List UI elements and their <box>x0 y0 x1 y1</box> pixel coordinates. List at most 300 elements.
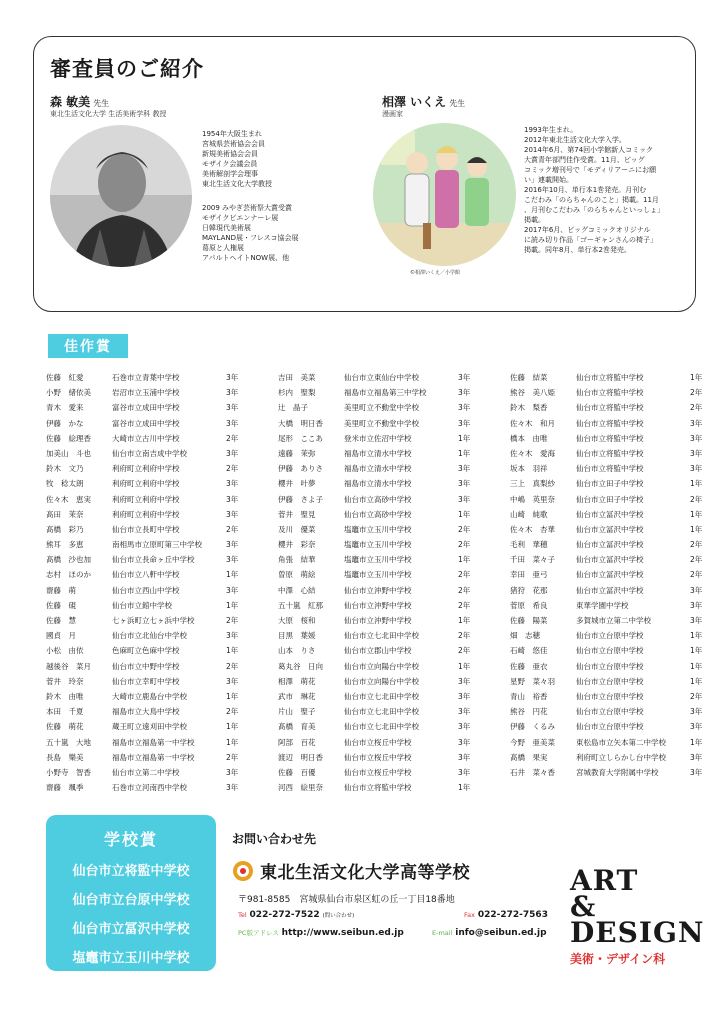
winner-school: 仙台市立将監中学校 <box>576 433 644 443</box>
winner-school: 仙台市立七北田中学校 <box>344 722 419 732</box>
winner-row <box>46 706 246 721</box>
winner-school: 仙台市立第二中学校 <box>112 767 180 777</box>
winner-grade: 1年 <box>226 737 239 747</box>
winner-name: 伊藤 かな <box>46 418 84 428</box>
winner-row <box>510 387 710 402</box>
winner-row <box>278 463 478 478</box>
winner-grade: 2年 <box>458 570 471 580</box>
winner-grade: 3年 <box>458 418 471 428</box>
contact-section <box>232 830 552 938</box>
winner-row <box>510 509 710 524</box>
winner-school: 福島市立大鳥中学校 <box>112 707 180 717</box>
winner-name: 尾形 ここあ <box>278 433 323 443</box>
winner-name: 髙橋 彩乃 <box>46 524 84 534</box>
winner-school: 仙台市立台原中学校 <box>576 722 644 732</box>
winner-row <box>510 585 710 600</box>
winner-school: 福島市立福島第一中学校 <box>112 737 195 747</box>
winner-grade: 3年 <box>226 403 239 413</box>
winner-name: 伊藤 さよ子 <box>278 494 323 504</box>
winner-grade: 2年 <box>690 494 703 504</box>
winner-grade: 1年 <box>226 691 239 701</box>
winner-school: 大崎市立鹿島台中学校 <box>112 691 187 701</box>
winner-grade: 3年 <box>690 433 703 443</box>
winner-school: 仙台市立沖野中学校 <box>344 600 412 610</box>
panel-title: 審査員のご紹介 <box>50 57 204 81</box>
winner-row <box>46 782 246 797</box>
winner-row <box>510 630 710 645</box>
winner-grade: 3年 <box>690 752 703 762</box>
winner-row <box>278 418 478 433</box>
judge1-photo <box>50 125 192 267</box>
winner-row <box>510 691 710 706</box>
winner-row <box>510 539 710 554</box>
winner-school: 仙台市立高砂中学校 <box>344 509 412 519</box>
email-link[interactable]: info@seibun.ed.jp <box>455 928 547 938</box>
winner-name: 齋藤 颯季 <box>46 783 84 793</box>
judges-panel <box>33 36 696 312</box>
winner-name: 佐々木 愛海 <box>510 448 555 458</box>
winner-grade: 2年 <box>226 707 239 717</box>
winner-grade: 2年 <box>226 616 239 625</box>
winner-school: 利府町立利府中学校 <box>112 509 180 519</box>
winner-row <box>278 585 478 600</box>
winner-name: 佐々木 恵実 <box>46 494 91 504</box>
winner-row <box>46 569 246 584</box>
winner-grade: 2年 <box>690 691 703 701</box>
winner-grade: 3年 <box>690 600 703 610</box>
winner-row <box>46 767 246 782</box>
winner-school: 仙台市立桜丘中学校 <box>344 767 412 777</box>
winner-school: 仙台市立七北田中学校 <box>344 691 419 701</box>
winner-school: 七ヶ浜町立七ヶ浜中学校 <box>112 616 195 625</box>
judge2-credit: ©相澤いくえ／小学館 <box>410 270 461 276</box>
winner-row <box>278 782 478 797</box>
winner-grade: 1年 <box>226 722 239 732</box>
winner-grade: 3年 <box>226 448 239 458</box>
winner-grade: 3年 <box>226 509 239 519</box>
winner-grade: 3年 <box>690 464 703 474</box>
winner-grade: 3年 <box>458 373 471 382</box>
winner-school: 仙台市立将監中学校 <box>576 373 644 382</box>
winner-name: 牧 稔太朗 <box>46 479 84 489</box>
winner-row <box>46 539 246 554</box>
winner-school: 利府町立利府中学校 <box>112 464 180 474</box>
winner-grade: 3年 <box>458 494 471 504</box>
winner-grade: 3年 <box>690 448 703 458</box>
winner-name: 佐藤 絵理香 <box>46 433 91 443</box>
winner-school: 福島市立清水中学校 <box>344 448 412 458</box>
winner-row <box>278 387 478 402</box>
winner-grade: 1年 <box>458 433 471 443</box>
winner-grade: 3年 <box>458 403 471 413</box>
winner-row <box>510 463 710 478</box>
winner-name: 葛丸谷 日向 <box>278 661 323 671</box>
winner-grade: 2年 <box>226 464 239 474</box>
winner-name: 五十嵐 大地 <box>46 737 91 747</box>
winner-grade: 2年 <box>690 388 703 398</box>
winner-name: 櫻井 叶夢 <box>278 479 316 489</box>
winner-name: 星野 菜々羽 <box>510 676 555 686</box>
winner-school: 仙台市立沖野中学校 <box>344 616 412 625</box>
winner-name: 坂本 羽祥 <box>510 464 548 474</box>
winner-row <box>510 600 710 615</box>
winner-name: 山本 りさ <box>278 646 316 656</box>
winner-row <box>278 448 478 463</box>
winners-column-3 <box>510 372 710 782</box>
winner-grade: 3年 <box>458 767 471 777</box>
winner-school: 仙台市立将監中学校 <box>344 783 412 793</box>
winner-name: 佐々木 杏華 <box>510 524 555 534</box>
winner-school: 仙台市立桜丘中学校 <box>344 752 412 762</box>
winner-row <box>278 721 478 736</box>
winner-school: 仙台市立将監中学校 <box>576 464 644 474</box>
winner-school: 福島市立清水中学校 <box>344 479 412 489</box>
winner-grade: 1年 <box>226 570 239 580</box>
school-prize-title: 学校賞 <box>103 830 158 849</box>
school-emblem-icon <box>232 860 254 882</box>
winner-school: 仙台市立台原中学校 <box>576 646 644 656</box>
winner-row <box>278 752 478 767</box>
winner-name: 熊谷 美八姫 <box>510 388 555 398</box>
winner-school: 富谷市立成田中学校 <box>112 418 180 428</box>
winner-name: 志村 ほのか <box>46 570 91 580</box>
winner-grade: 1年 <box>690 737 703 747</box>
winner-name: 片山 聖子 <box>278 707 316 717</box>
winner-row <box>46 433 246 448</box>
winner-school: 仙台市立将監中学校 <box>576 388 644 398</box>
winner-school: 仙台市立幸町中学校 <box>112 676 180 686</box>
winner-row <box>278 372 478 387</box>
winner-row <box>278 661 478 676</box>
winner-school: 仙台市立将監中学校 <box>576 448 644 458</box>
winner-name: 山崎 純歌 <box>510 509 548 519</box>
winner-name: 中嶋 英里奈 <box>510 494 555 504</box>
winner-name: 佐藤 陽菜 <box>510 616 548 625</box>
winner-school: 仙台市立北仙台中学校 <box>112 631 187 641</box>
winner-school: 仙台市立東仙台中学校 <box>344 373 419 382</box>
winner-school: 美里町立不動堂中学校 <box>344 418 419 428</box>
website-link[interactable]: http://www.seibun.ed.jp <box>281 928 404 938</box>
winner-school: 仙台市立冨沢中学校 <box>576 540 644 550</box>
winner-school: 仙台市立西山中学校 <box>112 585 180 595</box>
winner-row <box>278 524 478 539</box>
winner-grade: 3年 <box>226 373 239 382</box>
winner-name: 小松 由依 <box>46 646 84 656</box>
winner-grade: 3年 <box>690 767 703 777</box>
school-name: 東北生活文化大学高等学校 <box>260 863 470 883</box>
department-name: 美術・デザイン科 <box>570 952 666 966</box>
winner-name: 畑 志穂 <box>510 631 540 641</box>
winner-name: 佐藤 紅愛 <box>46 373 84 382</box>
winner-school: 石巻市立河南西中学校 <box>112 783 187 793</box>
art-design-line-2: & <box>570 890 597 923</box>
school-prize-item: 仙台市立冨沢中学校 <box>72 922 190 937</box>
school-prize-item: 仙台市立台原中学校 <box>72 893 190 908</box>
winner-name: 佐藤 硯 <box>46 600 76 610</box>
winner-name: 辻 晶子 <box>278 403 308 413</box>
winner-grade: 2年 <box>458 631 471 641</box>
winner-name: 鈴木 梨香 <box>510 403 548 413</box>
winner-row <box>278 433 478 448</box>
winner-row <box>510 433 710 448</box>
winner-name: 河西 絵里奈 <box>278 783 323 793</box>
winner-name: 青山 裕香 <box>510 691 548 701</box>
winner-school: 仙台市立七北田中学校 <box>344 707 419 717</box>
winner-name: 小野 緒依美 <box>46 388 91 398</box>
winner-school: 福島市立福島第三中学校 <box>344 388 427 398</box>
winner-grade: 1年 <box>690 646 703 656</box>
winner-name: 櫻井 彩奈 <box>278 540 316 550</box>
winner-row <box>46 387 246 402</box>
winner-school: 仙台市立冨沢中学校 <box>576 509 644 519</box>
winner-school: 多賀城市立第二中学校 <box>576 616 651 625</box>
winner-grade: 3年 <box>226 555 239 565</box>
winner-school: 仙台市立高砂中学校 <box>344 494 412 504</box>
winner-row <box>278 676 478 691</box>
winner-name: 小野寺 智香 <box>46 767 91 777</box>
winner-name: 國貞 月 <box>46 631 76 641</box>
winner-row <box>510 494 710 509</box>
winner-school: 石巻市立青葉中学校 <box>112 373 180 382</box>
winner-school: 利府町立しらかし台中学校 <box>576 752 666 762</box>
school-prize-item: 仙台市立将監中学校 <box>72 864 190 879</box>
winner-row <box>278 569 478 584</box>
winner-grade: 1年 <box>226 646 239 656</box>
winner-school: 仙台市立田子中学校 <box>576 479 644 489</box>
winner-grade: 3年 <box>226 479 239 489</box>
winner-name: 石井 菜々香 <box>510 767 555 777</box>
winner-grade: 3年 <box>690 585 703 595</box>
winner-school: 塩竈市立玉川中学校 <box>344 570 412 580</box>
winner-row <box>510 418 710 433</box>
winner-grade: 3年 <box>226 676 239 686</box>
winner-grade: 3年 <box>458 464 471 474</box>
winner-row <box>278 767 478 782</box>
winner-name: 遠藤 茉弥 <box>278 448 316 458</box>
winner-row <box>278 737 478 752</box>
winner-row <box>510 615 710 630</box>
judge2-affiliation: 漫画家 <box>382 110 403 118</box>
judge1-bio-2: 2009 みやぎ芸術祭大賞受賞 モザイクビエンナーレ展 日韓現代美術展 MAYLAND展・フレスコ協会展 葛原と人権展 アパルトヘイトNOW展、他 <box>202 204 299 262</box>
winner-school: 登米市立佐沼中学校 <box>344 433 412 443</box>
winner-grade: 2年 <box>690 570 703 580</box>
winner-row <box>46 661 246 676</box>
winner-name: 及川 優菜 <box>278 524 316 534</box>
winner-school: 宮城教育大学附属中学校 <box>576 767 659 777</box>
winner-grade: 3年 <box>226 585 239 595</box>
winner-school: 東松島市立矢本第二中学校 <box>576 737 666 747</box>
winner-name: 目黒 葉媛 <box>278 631 316 641</box>
winner-school: 仙台市立台原中学校 <box>576 661 644 671</box>
winner-row <box>510 752 710 767</box>
winner-school: 仙台市立中野中学校 <box>112 661 180 671</box>
school-prize-box <box>46 815 216 971</box>
winner-grade: 1年 <box>690 661 703 671</box>
judge2-illustration <box>373 123 516 266</box>
winner-grade: 3年 <box>226 418 239 428</box>
winner-school: 塩竈市立玉川中学校 <box>344 555 412 565</box>
winner-name: 武市 琳花 <box>278 691 316 701</box>
winner-grade: 2年 <box>458 600 471 610</box>
winner-grade: 1年 <box>458 555 471 565</box>
winner-grade: 3年 <box>226 783 239 793</box>
winner-name: 佐藤 萌花 <box>46 722 84 732</box>
winner-grade: 1年 <box>458 448 471 458</box>
winner-row <box>510 569 710 584</box>
winner-grade: 1年 <box>458 661 471 671</box>
winner-name: 石崎 悠佳 <box>510 646 548 656</box>
winner-row <box>278 509 478 524</box>
winner-school: 福島市立福島第一中学校 <box>112 752 195 762</box>
winner-grade: 1年 <box>458 616 471 625</box>
winner-grade: 2年 <box>690 403 703 413</box>
judge1-name: 森 敏美 先生 <box>50 95 110 109</box>
winner-school: 仙台市立八軒中学校 <box>112 570 180 580</box>
winner-school: 美里町立不動堂中学校 <box>344 403 419 413</box>
winner-grade: 2年 <box>226 661 239 671</box>
winner-row <box>46 645 246 660</box>
winner-grade: 2年 <box>458 585 471 595</box>
winner-school: 仙台市立長命ヶ丘中学校 <box>112 555 195 565</box>
winner-school: 蔵王町立遠刈田中学校 <box>112 722 187 732</box>
winner-grade: 3年 <box>690 418 703 428</box>
winner-name: 吉田 美菜 <box>278 373 316 382</box>
winner-name: 佐藤 百優 <box>278 767 316 777</box>
winner-grade: 2年 <box>226 752 239 762</box>
winners-column-2 <box>278 372 478 797</box>
winner-grade: 3年 <box>690 707 703 717</box>
art-design-line-1: ART <box>570 864 639 897</box>
school-prize-item: 塩竈市立玉川中学校 <box>72 951 190 966</box>
winner-grade: 3年 <box>226 388 239 398</box>
winner-school: 仙台市立冨沢中学校 <box>576 585 644 595</box>
winner-grade: 3年 <box>458 388 471 398</box>
winner-school: 仙台市立将監中学校 <box>576 403 644 413</box>
winner-row <box>278 494 478 509</box>
winner-school: 仙台市立将監中学校 <box>576 418 644 428</box>
winner-school: 仙台市立南吉成中学校 <box>112 448 187 458</box>
winner-row <box>510 676 710 691</box>
winner-row <box>510 706 710 721</box>
winner-row <box>510 645 710 660</box>
winner-row <box>278 600 478 615</box>
winner-row <box>510 554 710 569</box>
winner-name: 大原 桜和 <box>278 616 316 625</box>
winner-name: 橋本 由唯 <box>510 433 548 443</box>
winner-school: 仙台市立向陽台中学校 <box>344 676 419 686</box>
winner-grade: 2年 <box>690 540 703 550</box>
winner-school: 岩沼市立玉浦中学校 <box>112 388 180 398</box>
winner-row <box>46 585 246 600</box>
winner-name: 千田 菜々子 <box>510 555 555 565</box>
winner-school: 仙台市立桜丘中学校 <box>344 737 412 747</box>
judge2-name: 相澤 いくえ 先生 <box>382 95 466 109</box>
winner-row <box>278 645 478 660</box>
winner-grade: 2年 <box>458 540 471 550</box>
winner-grade: 1年 <box>690 509 703 519</box>
winner-name: 本田 千夏 <box>46 707 84 717</box>
winner-grade: 2年 <box>690 555 703 565</box>
winner-grade: 3年 <box>226 767 239 777</box>
winner-row <box>46 372 246 387</box>
winner-school: 仙台市立台原中学校 <box>576 691 644 701</box>
winner-row <box>510 767 710 782</box>
contact-address: 〒981-8585 宮城県仙台市泉区虹の丘一丁目18番地 <box>238 895 455 905</box>
winner-school: 利府町立利府中学校 <box>112 479 180 489</box>
phone-number: 022-272-7522 <box>249 910 320 920</box>
winner-name: 菅井 玲奈 <box>46 676 84 686</box>
winner-school: 仙台市立台原中学校 <box>576 631 644 641</box>
winner-name: 齋藤 萌 <box>46 585 76 595</box>
winner-name: 熊谷 円花 <box>510 707 548 717</box>
winner-grade: 3年 <box>458 752 471 762</box>
winner-row <box>46 494 246 509</box>
winner-name: 中澤 心結 <box>278 585 316 595</box>
winner-school: 福島市立清水中学校 <box>344 464 412 474</box>
winner-grade: 3年 <box>458 737 471 747</box>
winner-school: 塩竈市立玉川中学校 <box>344 524 412 534</box>
winner-grade: 3年 <box>458 676 471 686</box>
art-design-logo <box>570 864 705 967</box>
winner-row <box>510 721 710 736</box>
winner-grade: 1年 <box>690 524 703 534</box>
winner-school: 南相馬市立原町第三中学校 <box>112 540 202 550</box>
winner-row <box>510 661 710 676</box>
judge1-affiliation: 東北生活文化大学 生活美術学科 教授 <box>50 110 167 118</box>
winner-name: 佐藤 亜衣 <box>510 661 548 671</box>
winner-row <box>278 539 478 554</box>
winner-grade: 2年 <box>458 524 471 534</box>
winner-school: 東華学園中学校 <box>576 600 629 610</box>
winner-name: 佐藤 慧 <box>46 616 76 625</box>
winner-school: 仙台市立台原中学校 <box>576 707 644 717</box>
winners-column-1 <box>46 372 246 797</box>
winner-row <box>46 615 246 630</box>
winner-row <box>46 402 246 417</box>
contact-title: お問い合わせ先 <box>232 832 317 846</box>
judge2-bio: 1993年生まれ。 2012年東北生活文化大学入学。 2014年6月、第74回小学館新人コミック 大賞青年部門佳作受賞。11月、ビッグ コミック増刊号で「モディリアーニにお願 い」連載開始。 2016年10月、単行本1巻発売。月刊む こだわみ「のらちゃんのこと」掲載。11月 、月刊むこだわみ「のらちゃんといっしょ」 掲載。 2017年6月、ビッグコミックオリジナル に読み切り作品「ゴーギャンさんの椅子」 掲載。同年8月、単行本2巻発売。 <box>524 126 664 254</box>
winner-school: 仙台市立沖野中学校 <box>344 585 412 595</box>
winner-grade: 3年 <box>690 722 703 732</box>
winner-row <box>510 448 710 463</box>
judge1-bio-1: 1954年大阪生まれ 宮城県芸術協会会員 新規美術協会会員 モザイク会議会員 美術解剖学会理事 東北生活文化大学教授 <box>202 130 272 188</box>
art-design-line-3: DESIGN <box>570 916 705 949</box>
winner-grade: 1年 <box>226 600 239 610</box>
winner-name: 越後谷 菜月 <box>46 661 91 671</box>
winner-name: 髙橋 育美 <box>278 722 316 732</box>
winner-name: 幸田 亜弓 <box>510 570 548 580</box>
winner-grade: 3年 <box>458 691 471 701</box>
winner-name: 五十嵐 紅那 <box>278 600 323 610</box>
honorable-mention-label: 佳作賞 <box>48 334 128 358</box>
winner-grade: 3年 <box>226 540 239 550</box>
winner-row <box>46 509 246 524</box>
winner-school: 富谷市立成田中学校 <box>112 403 180 413</box>
winner-row <box>46 463 246 478</box>
winner-grade: 3年 <box>458 479 471 489</box>
winner-name: 髙橋 沙也加 <box>46 555 91 565</box>
winner-row <box>46 524 246 539</box>
winner-school: 仙台市立冨沢中学校 <box>576 524 644 534</box>
winner-name: 鈴木 由唯 <box>46 691 84 701</box>
winner-name: 阿部 百花 <box>278 737 316 747</box>
winner-school: 仙台市立冨沢中学校 <box>576 555 644 565</box>
winner-row <box>278 706 478 721</box>
winner-grade: 1年 <box>690 676 703 686</box>
winner-row <box>46 676 246 691</box>
winner-grade: 3年 <box>458 722 471 732</box>
winner-grade: 3年 <box>690 616 703 625</box>
